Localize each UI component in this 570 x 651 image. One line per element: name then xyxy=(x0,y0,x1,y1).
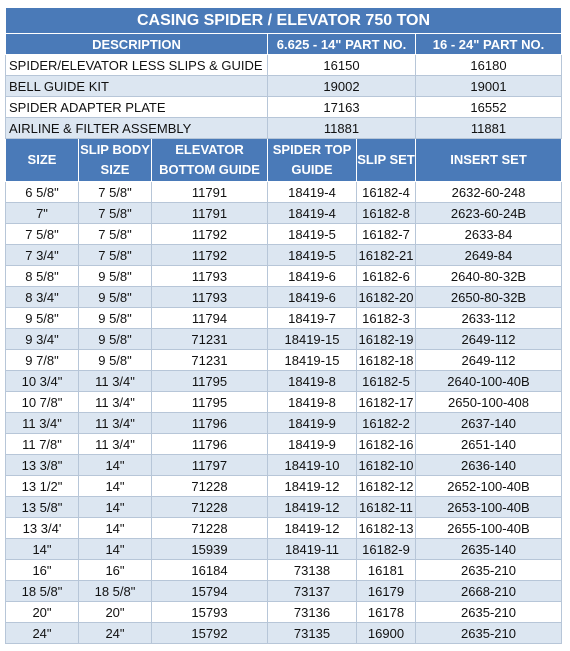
size-cell: 13 5/8" xyxy=(6,497,79,518)
table-row xyxy=(6,203,562,224)
insert-set-cell: 2636-140 xyxy=(416,455,562,476)
size-cell: 6 5/8" xyxy=(6,182,79,203)
slip-body-size-cell: 11 3/4" xyxy=(79,371,152,392)
size-cell: 13 3/4' xyxy=(6,518,79,539)
insert-set-cell: 2633-84 xyxy=(416,224,562,245)
table-row xyxy=(6,266,562,287)
insert-set-cell: 2649-84 xyxy=(416,245,562,266)
insert-set-cell: 2637-140 xyxy=(416,413,562,434)
slip-set-cell: 16179 xyxy=(357,581,416,602)
table-row xyxy=(6,329,562,350)
slip-body-size-cell: 24" xyxy=(79,623,152,644)
spider-top-guide-cell: 18419-7 xyxy=(268,308,357,329)
slip-set-cell: 16182-12 xyxy=(357,476,416,497)
table-row xyxy=(6,581,562,602)
size-cell: 7 5/8" xyxy=(6,224,79,245)
slip-set-cell: 16182-21 xyxy=(357,245,416,266)
spider-top-guide-cell: 73135 xyxy=(268,623,357,644)
part-row xyxy=(6,97,562,118)
elevator-bottom-guide-cell: 11795 xyxy=(152,371,268,392)
part-row xyxy=(6,118,562,139)
part-no-small-header: 6.625 - 14" PART NO. xyxy=(268,34,416,55)
spider-top-guide-cell: 18419-11 xyxy=(268,539,357,560)
spider-top-guide-cell: 18419-12 xyxy=(268,497,357,518)
size-cell: 14" xyxy=(6,539,79,560)
size-cell: 11 7/8" xyxy=(6,434,79,455)
elevator-bottom-guide-cell: 71228 xyxy=(152,476,268,497)
slip-body-size-cell: 7 5/8" xyxy=(79,224,152,245)
part-no-large-header: 16 - 24" PART NO. xyxy=(416,34,562,55)
slip-set-cell: 16182-19 xyxy=(357,329,416,350)
table-row xyxy=(6,182,562,203)
insert-set-cell: 2635-210 xyxy=(416,560,562,581)
slip-set-cell: 16182-6 xyxy=(357,266,416,287)
table-row xyxy=(6,560,562,581)
size-cell: 7" xyxy=(6,203,79,224)
spider-top-guide-cell: 18419-4 xyxy=(268,203,357,224)
size-cell: 11 3/4" xyxy=(6,413,79,434)
elevator-bottom-guide-cell: 11793 xyxy=(152,287,268,308)
part-header-row xyxy=(6,34,562,55)
elevator-bottom-guide-cell: 11792 xyxy=(152,224,268,245)
slip-set-cell: 16178 xyxy=(357,602,416,623)
part-no-small: 17163 xyxy=(268,97,416,118)
insert-set-cell: 2653-100-40B xyxy=(416,497,562,518)
slip-body-size-cell: 9 5/8" xyxy=(79,287,152,308)
table-row xyxy=(6,476,562,497)
part-description: SPIDER ADAPTER PLATE xyxy=(6,97,268,118)
slip-set-cell: 16182-18 xyxy=(357,350,416,371)
elevator-bottom-guide-cell: 11796 xyxy=(152,434,268,455)
table-row xyxy=(6,392,562,413)
table-row xyxy=(6,245,562,266)
slip-set-cell: 16900 xyxy=(357,623,416,644)
slip-body-size-cell: 9 5/8" xyxy=(79,266,152,287)
size-cell: 8 5/8" xyxy=(6,266,79,287)
slip-body-size-cell: 14" xyxy=(79,455,152,476)
size-cell: 18 5/8" xyxy=(6,581,79,602)
insert-set-header: INSERT SET xyxy=(416,139,562,182)
spider-top-guide-cell: 18419-12 xyxy=(268,518,357,539)
table-row xyxy=(6,602,562,623)
slip-body-size-cell: 11 3/4" xyxy=(79,413,152,434)
size-cell: 10 3/4" xyxy=(6,371,79,392)
table-row xyxy=(6,434,562,455)
spider-top-guide-cell: 18419-15 xyxy=(268,350,357,371)
part-description: BELL GUIDE KIT xyxy=(6,76,268,97)
table-row xyxy=(6,539,562,560)
slip-body-size-header: SLIP BODY SIZE xyxy=(79,139,152,182)
slip-set-cell: 16182-10 xyxy=(357,455,416,476)
size-header-row xyxy=(6,139,562,182)
spider-top-guide-cell: 73138 xyxy=(268,560,357,581)
spider-top-guide-cell: 18419-4 xyxy=(268,182,357,203)
title-row xyxy=(6,8,562,34)
slip-body-size-cell: 9 5/8" xyxy=(79,350,152,371)
size-cell: 13 3/8" xyxy=(6,455,79,476)
slip-set-cell: 16182-16 xyxy=(357,434,416,455)
insert-set-cell: 2650-80-32B xyxy=(416,287,562,308)
insert-set-cell: 2655-100-40B xyxy=(416,518,562,539)
size-cell: 7 3/4" xyxy=(6,245,79,266)
size-cell: 20" xyxy=(6,602,79,623)
elevator-bottom-guide-cell: 71231 xyxy=(152,350,268,371)
table-row xyxy=(6,308,562,329)
spider-top-guide-cell: 18419-9 xyxy=(268,413,357,434)
table-row xyxy=(6,287,562,308)
insert-set-cell: 2668-210 xyxy=(416,581,562,602)
slip-body-size-cell: 14" xyxy=(79,539,152,560)
part-no-small: 19002 xyxy=(268,76,416,97)
spider-top-guide-cell: 18419-12 xyxy=(268,476,357,497)
slip-body-size-cell: 14" xyxy=(79,497,152,518)
slip-body-size-cell: 11 3/4" xyxy=(79,392,152,413)
size-cell: 13 1/2" xyxy=(6,476,79,497)
slip-body-size-cell: 9 5/8" xyxy=(79,329,152,350)
table-row xyxy=(6,224,562,245)
elevator-bottom-guide-cell: 11795 xyxy=(152,392,268,413)
elevator-bottom-guide-header: ELEVATOR BOTTOM GUIDE xyxy=(152,139,268,182)
casing-spider-table xyxy=(5,7,562,644)
slip-body-size-cell: 7 5/8" xyxy=(79,203,152,224)
part-description: AIRLINE & FILTER ASSEMBLY xyxy=(6,118,268,139)
table-row xyxy=(6,371,562,392)
slip-set-cell: 16182-17 xyxy=(357,392,416,413)
spider-top-guide-cell: 18419-8 xyxy=(268,371,357,392)
elevator-bottom-guide-cell: 11791 xyxy=(152,203,268,224)
spider-top-guide-cell: 18419-5 xyxy=(268,245,357,266)
insert-set-cell: 2632-60-248 xyxy=(416,182,562,203)
part-row xyxy=(6,76,562,97)
description-header: DESCRIPTION xyxy=(6,34,268,55)
table-title: CASING SPIDER / ELEVATOR 750 TON xyxy=(6,8,562,34)
table-row xyxy=(6,455,562,476)
size-cell: 9 5/8" xyxy=(6,308,79,329)
slip-body-size-cell: 14" xyxy=(79,518,152,539)
slip-set-cell: 16182-4 xyxy=(357,182,416,203)
spider-top-guide-cell: 18419-10 xyxy=(268,455,357,476)
slip-body-size-cell: 11 3/4" xyxy=(79,434,152,455)
spider-top-guide-cell: 73137 xyxy=(268,581,357,602)
elevator-bottom-guide-cell: 11793 xyxy=(152,266,268,287)
elevator-bottom-guide-cell: 11797 xyxy=(152,455,268,476)
elevator-bottom-guide-cell: 15939 xyxy=(152,539,268,560)
slip-set-cell: 16182-8 xyxy=(357,203,416,224)
elevator-bottom-guide-cell: 15794 xyxy=(152,581,268,602)
spider-top-guide-cell: 18419-15 xyxy=(268,329,357,350)
slip-body-size-cell: 20" xyxy=(79,602,152,623)
elevator-bottom-guide-cell: 11791 xyxy=(152,182,268,203)
size-header: SIZE xyxy=(6,139,79,182)
spider-top-guide-cell: 18419-5 xyxy=(268,224,357,245)
elevator-bottom-guide-cell: 11792 xyxy=(152,245,268,266)
slip-body-size-cell: 14" xyxy=(79,476,152,497)
insert-set-cell: 2635-140 xyxy=(416,539,562,560)
size-cell: 9 3/4" xyxy=(6,329,79,350)
insert-set-cell: 2640-80-32B xyxy=(416,266,562,287)
elevator-bottom-guide-cell: 15792 xyxy=(152,623,268,644)
size-cell: 8 3/4" xyxy=(6,287,79,308)
insert-set-cell: 2650-100-408 xyxy=(416,392,562,413)
spider-top-guide-cell: 18419-6 xyxy=(268,266,357,287)
part-no-small: 11881 xyxy=(268,118,416,139)
insert-set-cell: 2623-60-24B xyxy=(416,203,562,224)
elevator-bottom-guide-cell: 71228 xyxy=(152,497,268,518)
part-no-large: 11881 xyxy=(416,118,562,139)
elevator-bottom-guide-cell: 15793 xyxy=(152,602,268,623)
elevator-bottom-guide-cell: 11796 xyxy=(152,413,268,434)
size-cell: 24" xyxy=(6,623,79,644)
spider-top-guide-cell: 18419-6 xyxy=(268,287,357,308)
slip-set-cell: 16182-5 xyxy=(357,371,416,392)
elevator-bottom-guide-cell: 11794 xyxy=(152,308,268,329)
insert-set-cell: 2651-140 xyxy=(416,434,562,455)
elevator-bottom-guide-cell: 16184 xyxy=(152,560,268,581)
casing-spider-table-sheet xyxy=(5,7,561,644)
slip-set-cell: 16182-2 xyxy=(357,413,416,434)
insert-set-cell: 2633-112 xyxy=(416,308,562,329)
insert-set-cell: 2649-112 xyxy=(416,350,562,371)
slip-set-cell: 16182-20 xyxy=(357,287,416,308)
part-no-large: 16552 xyxy=(416,97,562,118)
table-row xyxy=(6,518,562,539)
spider-top-guide-header: SPIDER TOP GUIDE xyxy=(268,139,357,182)
elevator-bottom-guide-cell: 71228 xyxy=(152,518,268,539)
insert-set-cell: 2649-112 xyxy=(416,329,562,350)
slip-body-size-cell: 9 5/8" xyxy=(79,308,152,329)
insert-set-cell: 2635-210 xyxy=(416,602,562,623)
slip-set-cell: 16181 xyxy=(357,560,416,581)
slip-set-cell: 16182-11 xyxy=(357,497,416,518)
slip-body-size-cell: 7 5/8" xyxy=(79,245,152,266)
elevator-bottom-guide-cell: 71231 xyxy=(152,329,268,350)
insert-set-cell: 2640-100-40B xyxy=(416,371,562,392)
size-cell: 16" xyxy=(6,560,79,581)
table-row xyxy=(6,623,562,644)
slip-set-cell: 16182-9 xyxy=(357,539,416,560)
spider-top-guide-cell: 73136 xyxy=(268,602,357,623)
table-row xyxy=(6,497,562,518)
part-no-large: 16180 xyxy=(416,55,562,76)
part-no-small: 16150 xyxy=(268,55,416,76)
slip-set-cell: 16182-7 xyxy=(357,224,416,245)
part-no-large: 19001 xyxy=(416,76,562,97)
slip-set-header: SLIP SET xyxy=(357,139,416,182)
size-cell: 9 7/8" xyxy=(6,350,79,371)
slip-body-size-cell: 18 5/8" xyxy=(79,581,152,602)
slip-body-size-cell: 7 5/8" xyxy=(79,182,152,203)
size-cell: 10 7/8" xyxy=(6,392,79,413)
part-description: SPIDER/ELEVATOR LESS SLIPS & GUIDE xyxy=(6,55,268,76)
spider-top-guide-cell: 18419-8 xyxy=(268,392,357,413)
insert-set-cell: 2635-210 xyxy=(416,623,562,644)
spider-top-guide-cell: 18419-9 xyxy=(268,434,357,455)
slip-body-size-cell: 16" xyxy=(79,560,152,581)
table-row xyxy=(6,350,562,371)
table-row xyxy=(6,413,562,434)
slip-set-cell: 16182-3 xyxy=(357,308,416,329)
slip-set-cell: 16182-13 xyxy=(357,518,416,539)
insert-set-cell: 2652-100-40B xyxy=(416,476,562,497)
part-row xyxy=(6,55,562,76)
